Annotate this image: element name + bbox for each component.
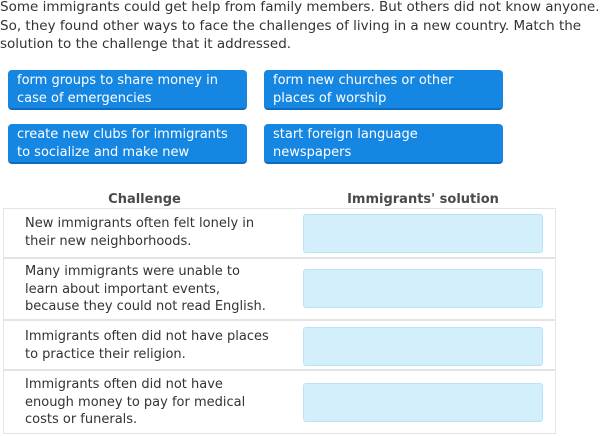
match-row [3, 258, 556, 320]
solution-drop-zone[interactable] [303, 383, 543, 422]
challenge-text: New immigrants often felt lonely in their new neighborhoods. [25, 216, 255, 249]
challenge-text: Many immigrants were unable to learn about important events, because they could not read English. [25, 264, 266, 314]
solution-drop-zone[interactable] [303, 269, 543, 308]
match-row [3, 370, 556, 434]
solution-drop-zone[interactable] [303, 214, 543, 253]
challenge-text: Immigrants often did not have enough money to pay for medical costs or funerals. [25, 377, 246, 427]
answer-tile-label: create new clubs for immigrants to socialize and make new friends [17, 127, 228, 178]
solution-drop-zone[interactable] [303, 327, 543, 366]
answer-tile-label: start foreign language newspapers [273, 127, 418, 160]
answer-tile-new-churches[interactable] [264, 70, 503, 110]
answer-tile-label: form new churches or other places of worship [273, 73, 454, 106]
answer-tile-new-clubs[interactable] [8, 124, 247, 178]
match-row [3, 320, 556, 370]
solution-column-header: Immigrants' solution [347, 192, 499, 207]
answer-tile-label: form groups to share money in case of emergencies [17, 73, 218, 106]
challenge-text: Immigrants often did not have places to practice their religion. [25, 329, 269, 362]
match-row [3, 208, 556, 258]
challenge-column-header: Challenge [108, 192, 181, 207]
question-instructions: Some immigrants could get help from family members. But others did not know anyone. So, they found other ways to face the challenges of living in a new country. Match the solution to the challenge that it addressed. [0, 0, 600, 52]
answer-tile-newspapers[interactable] [264, 124, 503, 164]
answer-tile-share-money[interactable] [8, 70, 247, 110]
